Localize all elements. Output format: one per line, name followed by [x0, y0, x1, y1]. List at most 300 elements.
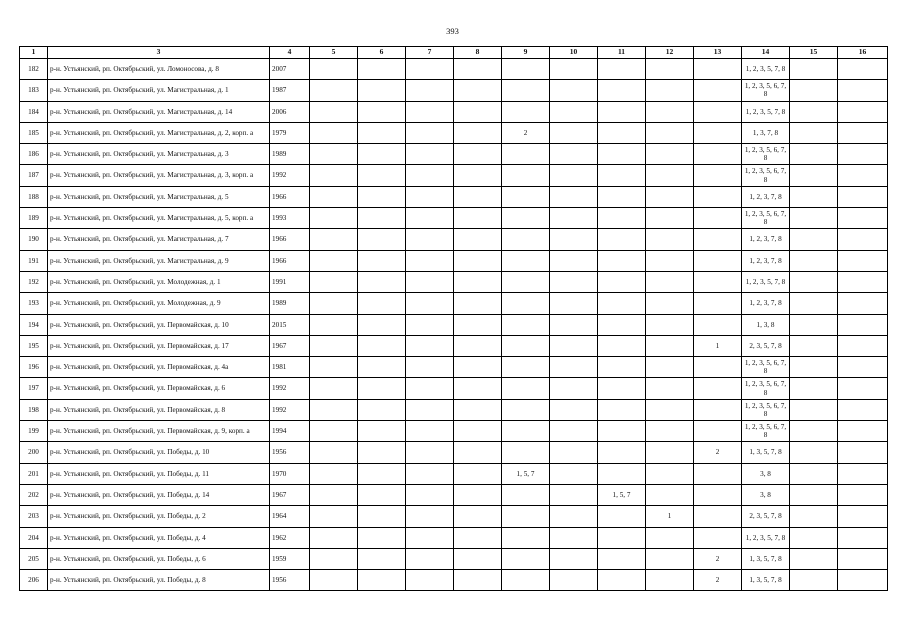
col9-cell — [502, 208, 550, 229]
col6-cell — [358, 506, 406, 527]
col8-cell — [454, 186, 502, 207]
col8-cell — [454, 144, 502, 165]
column-header: 15 — [790, 47, 838, 59]
table-row — [20, 570, 888, 591]
col7-cell — [406, 250, 454, 271]
col10-cell — [550, 271, 598, 292]
address-cell: р-н. Устьянский, рп. Октябрьский, ул. Молодежная, д. 1 — [48, 271, 270, 292]
table-row — [20, 186, 888, 207]
col11-cell — [598, 101, 646, 122]
col9-cell — [502, 165, 550, 186]
address-cell: р-н. Устьянский, рп. Октябрьский, ул. Магистральная, д. 3, корп. а — [48, 165, 270, 186]
col12-cell — [646, 570, 694, 591]
col8-cell — [454, 59, 502, 80]
col15-cell — [790, 208, 838, 229]
address-cell: р-н. Устьянский, рп. Октябрьский, ул. Первомайская, д. 8 — [48, 399, 270, 420]
col7-cell — [406, 378, 454, 399]
col8-cell — [454, 80, 502, 101]
col10-cell — [550, 101, 598, 122]
col7-cell — [406, 314, 454, 335]
col13-cell — [694, 399, 742, 420]
table-row — [20, 250, 888, 271]
col12-cell — [646, 293, 694, 314]
col5-cell — [310, 548, 358, 569]
col12-cell — [646, 484, 694, 505]
address-cell: р-н. Устьянский, рп. Октябрьский, ул. Магистральная, д. 3 — [48, 144, 270, 165]
table-row — [20, 527, 888, 548]
table-row — [20, 229, 888, 250]
col16-cell — [838, 250, 888, 271]
col7-cell — [406, 59, 454, 80]
row-number: 184 — [20, 101, 48, 122]
col13-cell — [694, 527, 742, 548]
col15-cell — [790, 548, 838, 569]
col12-cell — [646, 250, 694, 271]
col5-cell — [310, 122, 358, 143]
year-cell: 1967 — [270, 484, 310, 505]
year-cell: 1967 — [270, 335, 310, 356]
col6-cell — [358, 271, 406, 292]
address-cell: р-н. Устьянский, рп. Октябрьский, ул. Победы, д. 6 — [48, 548, 270, 569]
year-cell: 1966 — [270, 186, 310, 207]
col5-cell — [310, 165, 358, 186]
table-row — [20, 463, 888, 484]
col11-cell — [598, 421, 646, 442]
col6-cell — [358, 144, 406, 165]
address-cell: р-н. Устьянский, рп. Октябрьский, ул. Первомайская, д. 10 — [48, 314, 270, 335]
col13-cell — [694, 314, 742, 335]
col15-cell — [790, 357, 838, 378]
col16-cell — [838, 229, 888, 250]
col8-cell — [454, 250, 502, 271]
col6-cell — [358, 570, 406, 591]
table-row — [20, 421, 888, 442]
col12-cell — [646, 357, 694, 378]
col11-cell — [598, 271, 646, 292]
col15-cell — [790, 186, 838, 207]
col14-cell: 1, 2, 3, 7, 8 — [742, 229, 790, 250]
col7-cell — [406, 293, 454, 314]
col9-cell — [502, 186, 550, 207]
col16-cell — [838, 399, 888, 420]
row-number: 191 — [20, 250, 48, 271]
col11-cell — [598, 378, 646, 399]
col11-cell — [598, 335, 646, 356]
year-cell: 1989 — [270, 144, 310, 165]
address-cell: р-н. Устьянский, рп. Октябрьский, ул. Победы, д. 10 — [48, 442, 270, 463]
col15-cell — [790, 101, 838, 122]
col10-cell — [550, 442, 598, 463]
col9-cell — [502, 101, 550, 122]
col8-cell — [454, 484, 502, 505]
table-row — [20, 484, 888, 505]
col10-cell — [550, 144, 598, 165]
col5-cell — [310, 271, 358, 292]
col9-cell — [502, 506, 550, 527]
col9-cell: 2 — [502, 122, 550, 143]
col12-cell — [646, 421, 694, 442]
col11-cell — [598, 80, 646, 101]
col5-cell — [310, 484, 358, 505]
col12-cell — [646, 271, 694, 292]
col8-cell — [454, 229, 502, 250]
col7-cell — [406, 122, 454, 143]
year-cell: 1989 — [270, 293, 310, 314]
address-cell: р-н. Устьянский, рп. Октябрьский, ул. Победы, д. 14 — [48, 484, 270, 505]
col5-cell — [310, 80, 358, 101]
col5-cell — [310, 314, 358, 335]
col14-cell: 1, 3, 5, 7, 8 — [742, 548, 790, 569]
col6-cell — [358, 250, 406, 271]
column-header: 6 — [358, 47, 406, 59]
col15-cell — [790, 165, 838, 186]
col13-cell — [694, 165, 742, 186]
page-number: 393 — [446, 26, 459, 36]
col7-cell — [406, 506, 454, 527]
col10-cell — [550, 357, 598, 378]
col9-cell — [502, 293, 550, 314]
address-cell: р-н. Устьянский, рп. Октябрьский, ул. Магистральная, д. 2, корп. а — [48, 122, 270, 143]
col7-cell — [406, 229, 454, 250]
col13-cell — [694, 271, 742, 292]
col10-cell — [550, 59, 598, 80]
col16-cell — [838, 293, 888, 314]
col14-cell: 3, 8 — [742, 463, 790, 484]
row-number: 187 — [20, 165, 48, 186]
col14-cell: 1, 2, 3, 5, 7, 8 — [742, 101, 790, 122]
col16-cell — [838, 335, 888, 356]
col14-cell: 1, 2, 3, 5, 7, 8 — [742, 271, 790, 292]
col7-cell — [406, 442, 454, 463]
col9-cell — [502, 570, 550, 591]
col13-cell — [694, 484, 742, 505]
col10-cell — [550, 570, 598, 591]
col9-cell: 1, 5, 7 — [502, 463, 550, 484]
col16-cell — [838, 165, 888, 186]
col12-cell — [646, 165, 694, 186]
col10-cell — [550, 463, 598, 484]
col5-cell — [310, 463, 358, 484]
col11-cell — [598, 59, 646, 80]
row-number: 192 — [20, 271, 48, 292]
col9-cell — [502, 527, 550, 548]
table-row — [20, 442, 888, 463]
col8-cell — [454, 314, 502, 335]
year-cell: 2006 — [270, 101, 310, 122]
address-cell: р-н. Устьянский, рп. Октябрьский, ул. Ломоносова, д. 8 — [48, 59, 270, 80]
col8-cell — [454, 421, 502, 442]
col9-cell — [502, 399, 550, 420]
col15-cell — [790, 335, 838, 356]
col15-cell — [790, 484, 838, 505]
year-cell: 1992 — [270, 378, 310, 399]
col6-cell — [358, 421, 406, 442]
address-cell: р-н. Устьянский, рп. Октябрьский, ул. Магистральная, д. 1 — [48, 80, 270, 101]
col16-cell — [838, 80, 888, 101]
col6-cell — [358, 165, 406, 186]
year-cell: 1979 — [270, 122, 310, 143]
col10-cell — [550, 378, 598, 399]
row-number: 204 — [20, 527, 48, 548]
column-header: 10 — [550, 47, 598, 59]
year-cell: 2015 — [270, 314, 310, 335]
col14-cell: 1, 3, 5, 7, 8 — [742, 442, 790, 463]
col8-cell — [454, 570, 502, 591]
col14-cell: 2, 3, 5, 7, 8 — [742, 335, 790, 356]
col5-cell — [310, 144, 358, 165]
col13-cell — [694, 378, 742, 399]
address-cell: р-н. Устьянский, рп. Октябрьский, ул. Первомайская, д. 17 — [48, 335, 270, 356]
col5-cell — [310, 421, 358, 442]
col7-cell — [406, 570, 454, 591]
col15-cell — [790, 463, 838, 484]
col5-cell — [310, 506, 358, 527]
col7-cell — [406, 165, 454, 186]
col12-cell — [646, 122, 694, 143]
year-cell: 1956 — [270, 570, 310, 591]
col12-cell — [646, 399, 694, 420]
table-row — [20, 399, 888, 420]
col11-cell: 1, 5, 7 — [598, 484, 646, 505]
col8-cell — [454, 293, 502, 314]
col15-cell — [790, 59, 838, 80]
table-row — [20, 208, 888, 229]
col8-cell — [454, 357, 502, 378]
col10-cell — [550, 122, 598, 143]
col5-cell — [310, 357, 358, 378]
address-cell: р-н. Устьянский, рп. Октябрьский, ул. Первомайская, д. 6 — [48, 378, 270, 399]
col13-cell — [694, 421, 742, 442]
row-number: 186 — [20, 144, 48, 165]
row-number: 205 — [20, 548, 48, 569]
col11-cell — [598, 122, 646, 143]
col14-cell: 1, 2, 3, 5, 6, 7, 8 — [742, 80, 790, 101]
year-cell: 1993 — [270, 208, 310, 229]
address-cell: р-н. Устьянский, рп. Октябрьский, ул. Магистральная, д. 5 — [48, 186, 270, 207]
col7-cell — [406, 208, 454, 229]
col11-cell — [598, 250, 646, 271]
col9-cell — [502, 335, 550, 356]
table-row — [20, 165, 888, 186]
row-number: 183 — [20, 80, 48, 101]
year-cell: 2007 — [270, 59, 310, 80]
col15-cell — [790, 378, 838, 399]
col8-cell — [454, 506, 502, 527]
col6-cell — [358, 378, 406, 399]
year-cell: 1959 — [270, 548, 310, 569]
row-number: 203 — [20, 506, 48, 527]
col8-cell — [454, 527, 502, 548]
col10-cell — [550, 165, 598, 186]
column-header: 7 — [406, 47, 454, 59]
col7-cell — [406, 144, 454, 165]
col8-cell — [454, 335, 502, 356]
col6-cell — [358, 293, 406, 314]
col6-cell — [358, 335, 406, 356]
col7-cell — [406, 527, 454, 548]
address-cell: р-н. Устьянский, рп. Октябрьский, ул. Победы, д. 11 — [48, 463, 270, 484]
col8-cell — [454, 271, 502, 292]
col6-cell — [358, 548, 406, 569]
row-number: 197 — [20, 378, 48, 399]
col6-cell — [358, 527, 406, 548]
col11-cell — [598, 442, 646, 463]
row-number: 199 — [20, 421, 48, 442]
address-cell: р-н. Устьянский, рп. Октябрьский, ул. Магистральная, д. 5, корп. а — [48, 208, 270, 229]
col13-cell — [694, 101, 742, 122]
row-number: 200 — [20, 442, 48, 463]
col6-cell — [358, 59, 406, 80]
col10-cell — [550, 527, 598, 548]
col8-cell — [454, 378, 502, 399]
col5-cell — [310, 570, 358, 591]
col14-cell: 1, 3, 7, 8 — [742, 122, 790, 143]
address-cell: р-н. Устьянский, рп. Октябрьский, ул. Молодежная, д. 9 — [48, 293, 270, 314]
col11-cell — [598, 144, 646, 165]
col16-cell — [838, 314, 888, 335]
column-header: 13 — [694, 47, 742, 59]
col7-cell — [406, 421, 454, 442]
col14-cell: 1, 2, 3, 5, 7, 8 — [742, 59, 790, 80]
col9-cell — [502, 442, 550, 463]
col8-cell — [454, 442, 502, 463]
col12-cell — [646, 378, 694, 399]
col5-cell — [310, 399, 358, 420]
col6-cell — [358, 399, 406, 420]
col16-cell — [838, 208, 888, 229]
col16-cell — [838, 548, 888, 569]
table-row — [20, 548, 888, 569]
column-header: 5 — [310, 47, 358, 59]
col15-cell — [790, 570, 838, 591]
row-number: 195 — [20, 335, 48, 356]
table-row — [20, 293, 888, 314]
year-cell: 1966 — [270, 250, 310, 271]
col13-cell — [694, 80, 742, 101]
col16-cell — [838, 101, 888, 122]
col14-cell: 1, 3, 8 — [742, 314, 790, 335]
year-cell: 1964 — [270, 506, 310, 527]
table-row — [20, 122, 888, 143]
col11-cell — [598, 165, 646, 186]
col13-cell: 2 — [694, 548, 742, 569]
col14-cell: 1, 2, 3, 7, 8 — [742, 250, 790, 271]
col5-cell — [310, 335, 358, 356]
col6-cell — [358, 186, 406, 207]
col5-cell — [310, 293, 358, 314]
col9-cell — [502, 229, 550, 250]
col16-cell — [838, 271, 888, 292]
col16-cell — [838, 357, 888, 378]
col7-cell — [406, 101, 454, 122]
col13-cell: 2 — [694, 570, 742, 591]
col16-cell — [838, 463, 888, 484]
col11-cell — [598, 357, 646, 378]
col5-cell — [310, 59, 358, 80]
col13-cell — [694, 122, 742, 143]
col10-cell — [550, 229, 598, 250]
col6-cell — [358, 357, 406, 378]
column-header: 16 — [838, 47, 888, 59]
col16-cell — [838, 442, 888, 463]
col14-cell: 1, 2, 3, 5, 6, 7, 8 — [742, 208, 790, 229]
year-cell: 1956 — [270, 442, 310, 463]
year-cell: 1966 — [270, 229, 310, 250]
col7-cell — [406, 548, 454, 569]
col11-cell — [598, 548, 646, 569]
row-number: 185 — [20, 122, 48, 143]
year-cell: 1970 — [270, 463, 310, 484]
col6-cell — [358, 442, 406, 463]
col16-cell — [838, 527, 888, 548]
col8-cell — [454, 122, 502, 143]
table-row — [20, 144, 888, 165]
col13-cell — [694, 357, 742, 378]
col15-cell — [790, 399, 838, 420]
col13-cell — [694, 463, 742, 484]
col12-cell — [646, 527, 694, 548]
table-row — [20, 314, 888, 335]
col14-cell: 1, 2, 3, 5, 6, 7, 8 — [742, 144, 790, 165]
year-cell: 1962 — [270, 527, 310, 548]
col13-cell: 2 — [694, 442, 742, 463]
col11-cell — [598, 506, 646, 527]
row-number: 194 — [20, 314, 48, 335]
col10-cell — [550, 293, 598, 314]
col13-cell — [694, 208, 742, 229]
col7-cell — [406, 80, 454, 101]
col16-cell — [838, 186, 888, 207]
table-row — [20, 506, 888, 527]
col6-cell — [358, 122, 406, 143]
row-number: 190 — [20, 229, 48, 250]
col13-cell — [694, 293, 742, 314]
year-cell: 1994 — [270, 421, 310, 442]
col14-cell: 1, 2, 3, 5, 6, 7, 8 — [742, 421, 790, 442]
column-header: 3 — [48, 47, 270, 59]
col14-cell: 1, 3, 5, 7, 8 — [742, 570, 790, 591]
address-cell: р-н. Устьянский, рп. Октябрьский, ул. Победы, д. 4 — [48, 527, 270, 548]
col8-cell — [454, 165, 502, 186]
table-row — [20, 378, 888, 399]
col6-cell — [358, 229, 406, 250]
col14-cell: 1, 2, 3, 5, 6, 7, 8 — [742, 378, 790, 399]
col12-cell — [646, 144, 694, 165]
col6-cell — [358, 80, 406, 101]
col15-cell — [790, 506, 838, 527]
table-row — [20, 335, 888, 356]
year-cell: 1992 — [270, 165, 310, 186]
column-header: 12 — [646, 47, 694, 59]
col14-cell: 1, 2, 3, 5, 7, 8 — [742, 527, 790, 548]
col7-cell — [406, 484, 454, 505]
col15-cell — [790, 314, 838, 335]
col11-cell — [598, 208, 646, 229]
col13-cell — [694, 59, 742, 80]
address-cell: р-н. Устьянский, рп. Октябрьский, ул. Первомайская, д. 4а — [48, 357, 270, 378]
header-row — [20, 47, 888, 59]
col11-cell — [598, 186, 646, 207]
col16-cell — [838, 122, 888, 143]
col7-cell — [406, 335, 454, 356]
col16-cell — [838, 378, 888, 399]
address-cell: р-н. Устьянский, рп. Октябрьский, ул. Победы, д. 2 — [48, 506, 270, 527]
address-cell: р-н. Устьянский, рп. Октябрьский, ул. Магистральная, д. 9 — [48, 250, 270, 271]
row-number: 206 — [20, 570, 48, 591]
column-header: 14 — [742, 47, 790, 59]
address-cell: р-н. Устьянский, рп. Октябрьский, ул. Победы, д. 8 — [48, 570, 270, 591]
col16-cell — [838, 421, 888, 442]
